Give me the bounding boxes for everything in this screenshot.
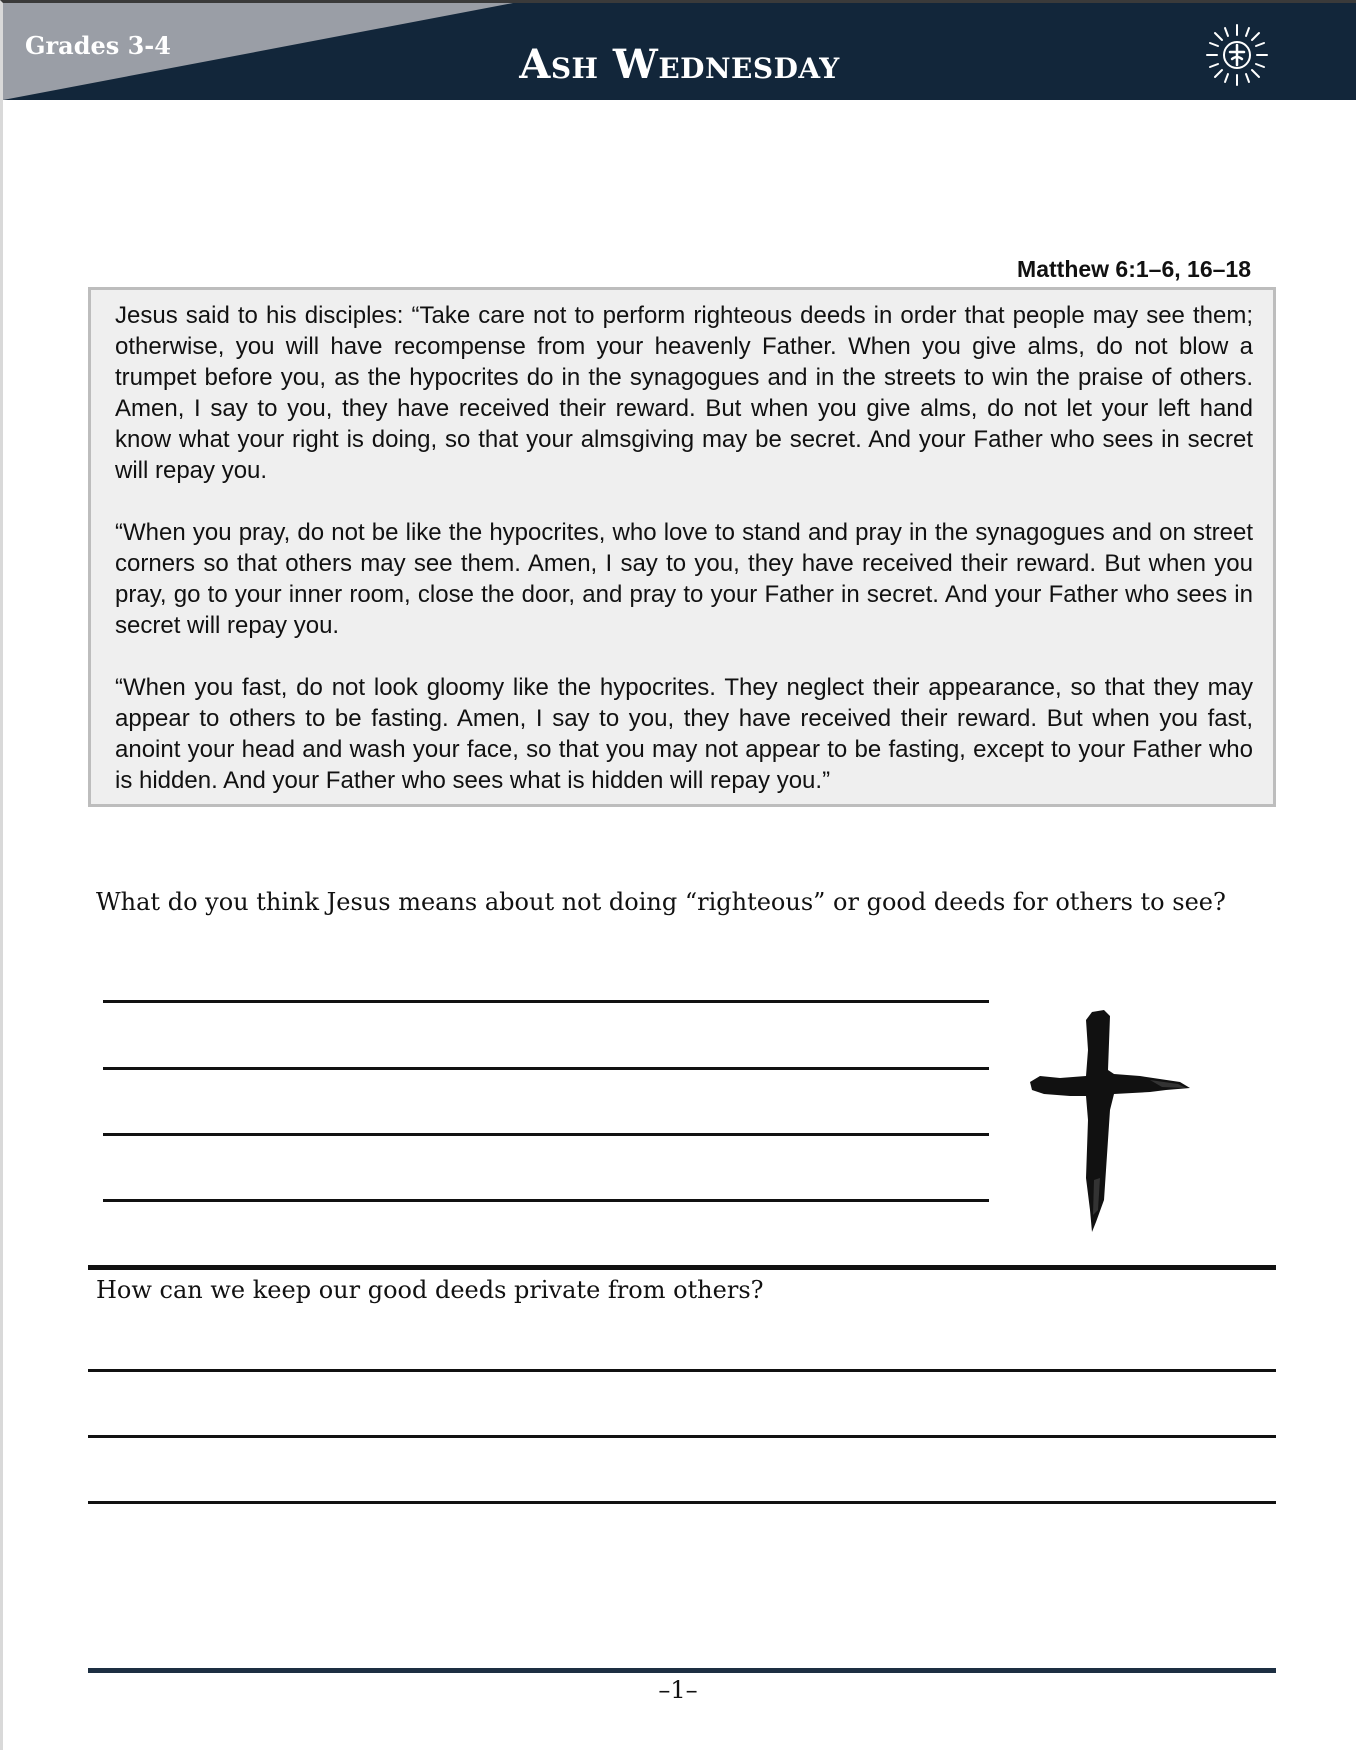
scripture-paragraph: “When you pray, do not be like the hypocrites, who love to stand and pray in the synagogues and on street corners so that others may see them. Amen, I say to you, they have received their reward. But when you pray, go to your inner room, close the door, and pray to your Father in secret. And your Father who sees in secret will repay you. — [115, 519, 1253, 639]
question-2: How can we keep our good deeds private from others? — [96, 1276, 764, 1304]
answer-line[interactable] — [103, 1067, 989, 1070]
page-header — [3, 3, 1356, 100]
footer-divider — [88, 1668, 1276, 1673]
scripture-paragraph: “When you fast, do not look gloomy like the hypocrites. They neglect their appearance, so that they may appear to others to be fasting. Amen, I say to you, they have received their reward. But when you fast, anoint your head and wash your face, so that you may not appear to be fasting, except to your Father who is hidden. And your Father who sees what is hidden will repay you.” — [115, 674, 1253, 794]
answer-line[interactable] — [103, 1000, 989, 1003]
answer-line[interactable] — [103, 1199, 989, 1202]
page-title: Ash Wednesday — [519, 41, 840, 88]
scripture-paragraph: Jesus said to his disciples: “Take care not to perform righteous deeds in order that people may see them; otherwise, you will have recompense from your heavenly Father. When you give alms, do not blow a trumpet before you, as the hypocrites do in the synagogues and in the streets to win the praise of others. Amen, I say to you, they have received their reward. But when you give alms, do not let your left hand know what your right is doing, so that your almsgiving may be secret. And your Father who sees in secret will repay you. — [115, 302, 1253, 484]
sunburst-cross-logo-icon — [1203, 21, 1271, 89]
page-number: –1– — [658, 1676, 698, 1704]
answer-line[interactable] — [88, 1435, 1276, 1438]
grade-label: Grades 3-4 — [25, 31, 171, 60]
scripture-box — [88, 287, 1276, 807]
question-1: What do you think Jesus means about not doing “righteous” or good deeds for others to see? — [96, 888, 1226, 916]
section-divider — [88, 1265, 1276, 1270]
ash-cross-icon — [1030, 1010, 1190, 1232]
answer-line[interactable] — [103, 1133, 989, 1136]
answer-line[interactable] — [88, 1501, 1276, 1504]
scripture-reference: Matthew 6:1–6, 16–18 — [1017, 256, 1251, 282]
answer-line[interactable] — [88, 1369, 1276, 1372]
